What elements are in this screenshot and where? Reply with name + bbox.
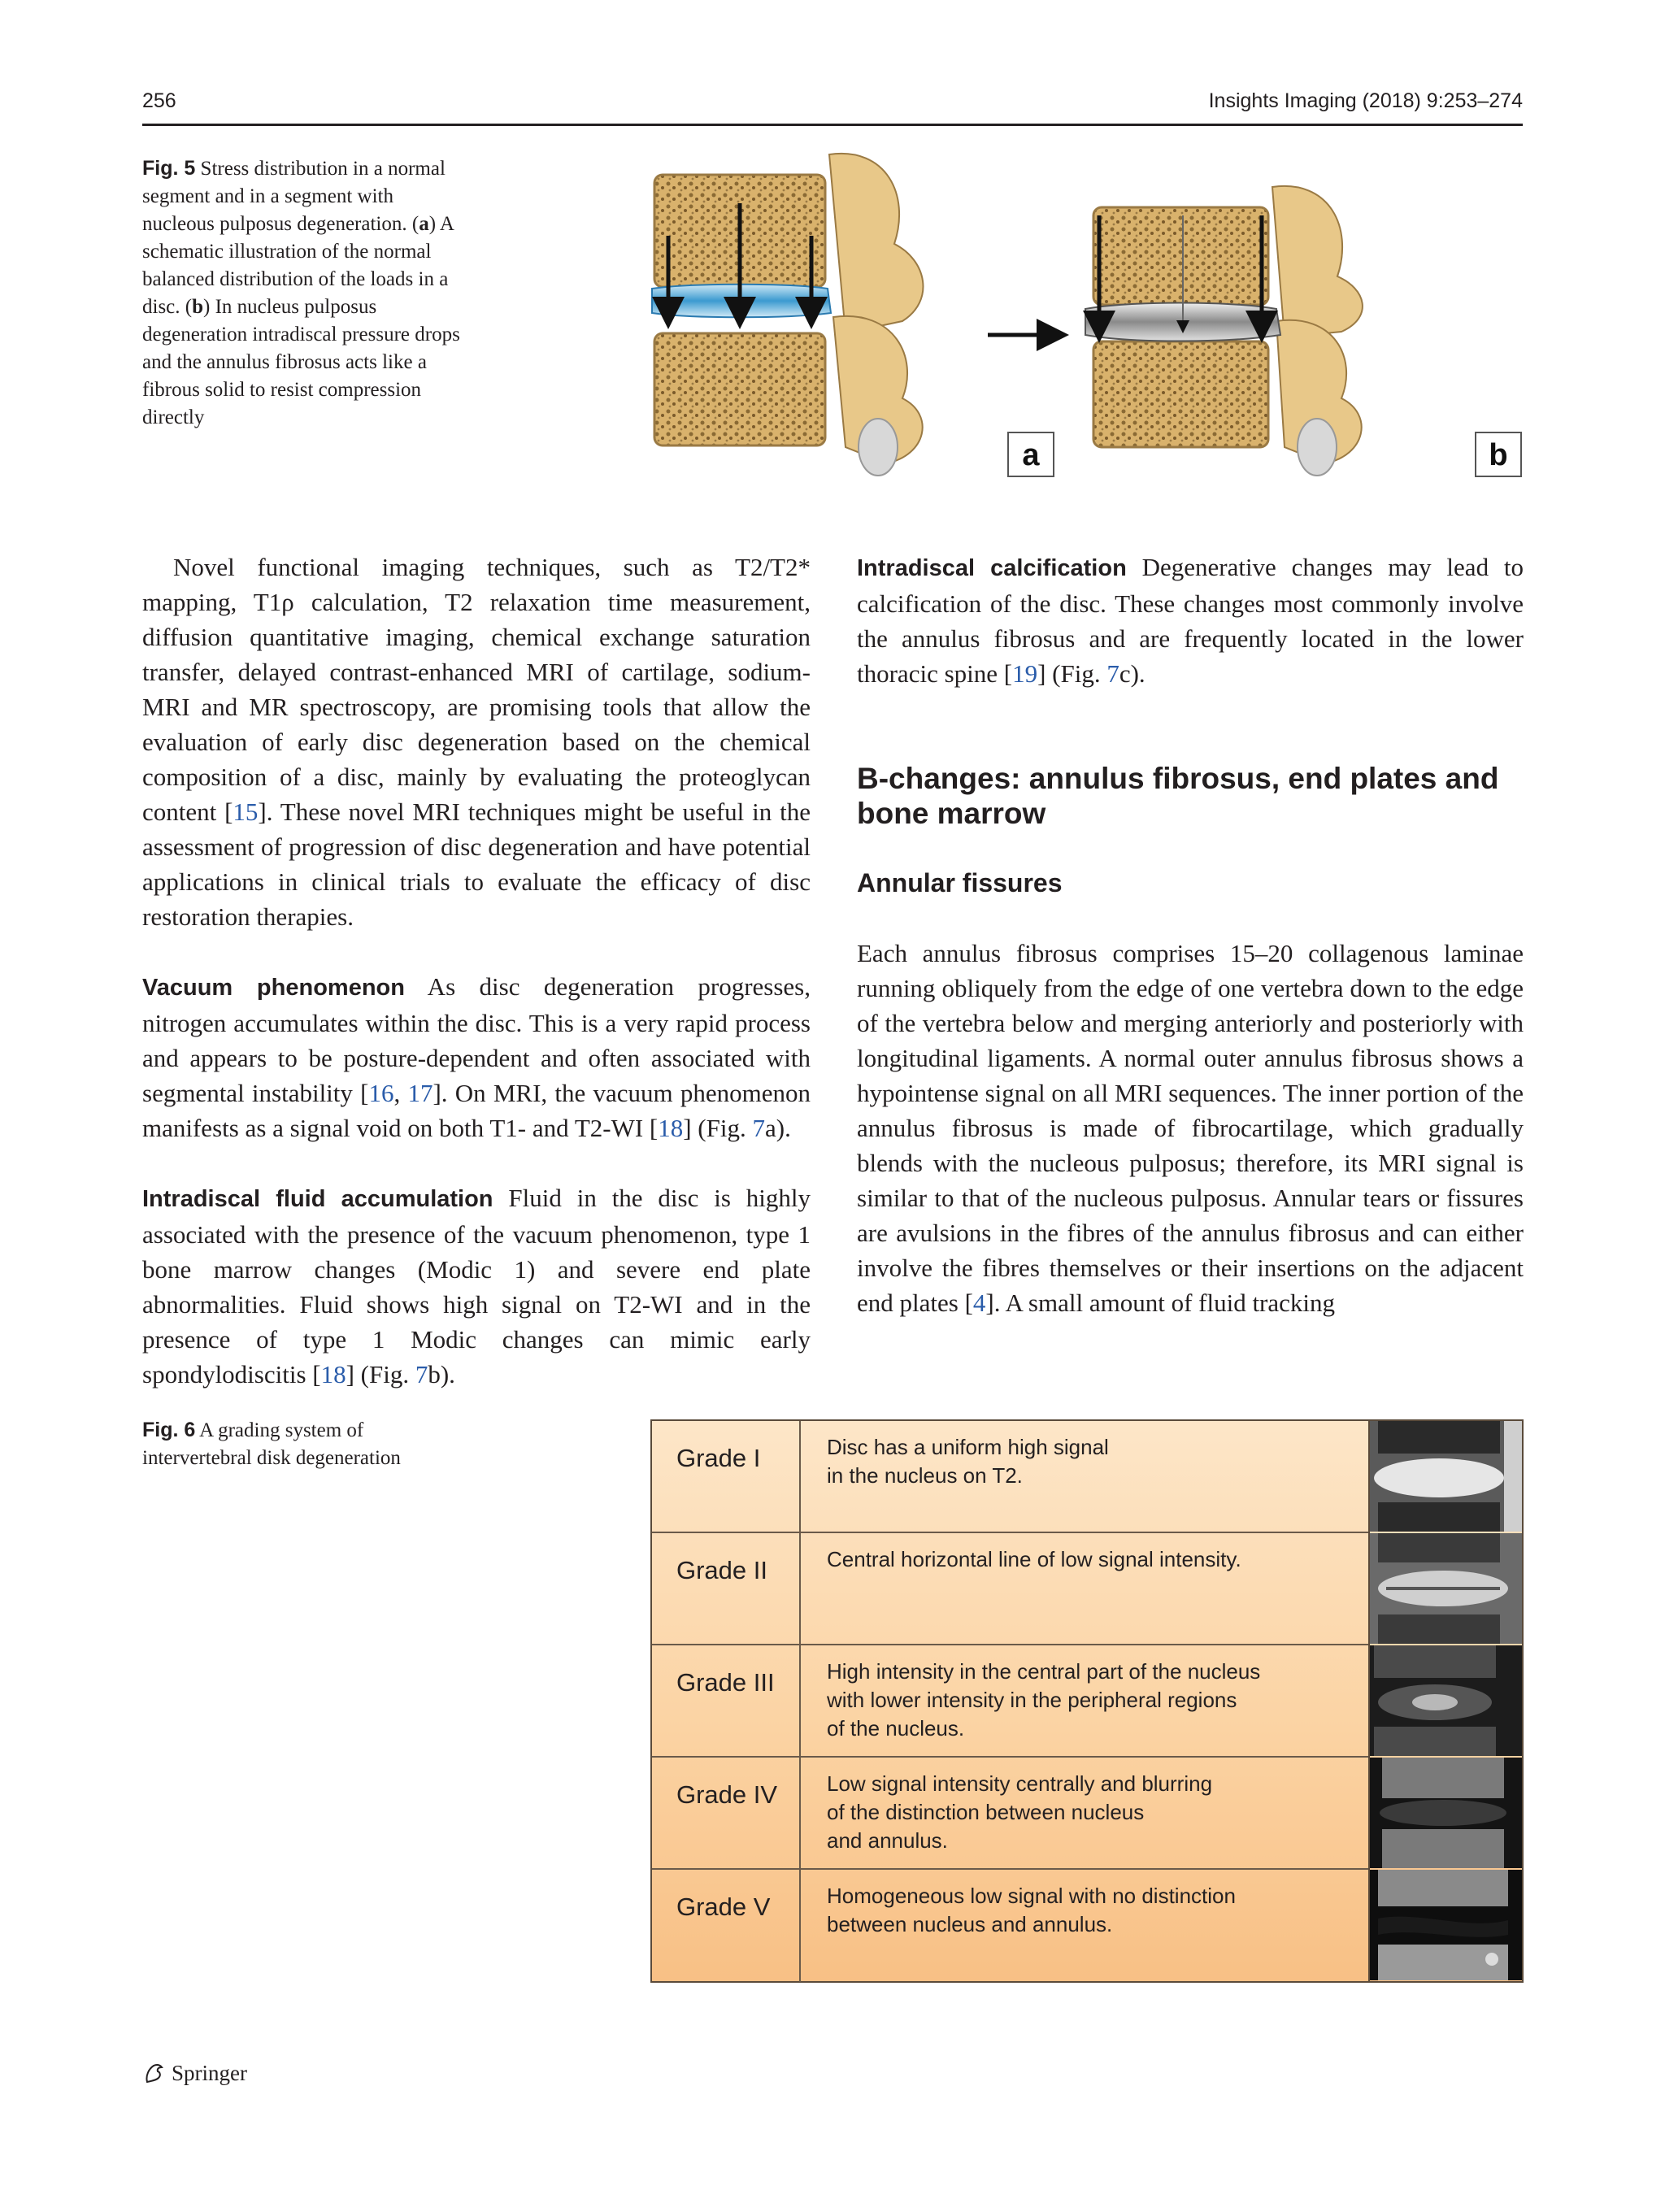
vacuum-heading: Vacuum phenomenon — [142, 975, 405, 1001]
grade-row — [652, 1758, 1368, 1870]
springer-horse-icon — [142, 2061, 167, 2085]
citation-link[interactable]: 4 — [972, 1289, 986, 1317]
publisher-footer — [142, 2061, 247, 2086]
citation-link[interactable]: 19 — [1012, 659, 1038, 688]
figure-link[interactable]: 7 — [415, 1360, 428, 1388]
figure-5-label: Fig. 5 — [142, 157, 196, 180]
journal-reference: Insights Imaging (2018) 9:253–274 — [1208, 89, 1523, 112]
figure-6-label: Fig. 6 — [142, 1419, 196, 1441]
mri-grade-1-image — [1370, 1421, 1522, 1532]
grade-row — [652, 1421, 1368, 1533]
citation-link[interactable]: 18 — [320, 1360, 346, 1388]
citation-link[interactable]: 15 — [233, 797, 259, 826]
panel-b-vertebrae — [1085, 186, 1363, 476]
page-number: 256 — [142, 89, 176, 112]
paragraph-functional-imaging: Novel functional imaging techniques, such as T2/T2* mapping, T1ρ calculation, T2 relaxation time measurement, diffusion quantitative imaging, chemical exchange saturation transfer, delayed contrast-enhanced MRI of cartilage, sodium-MRI and MR spectroscopy, are promising tools that allow the evaluation of early disc degeneration based on the chemical composition of a disc, mainly by evaluating the proteoglycan content [15]. These novel MRI techniques might be useful in the assessment of progression of disc degeneration and have potential applications in clinical trials to evaluate the efficacy of disc restoration therapies. — [142, 553, 811, 931]
fluid-heading: Intradiscal fluid accumulation — [142, 1186, 493, 1212]
publisher-name: Springer — [172, 2061, 247, 2085]
citation-link[interactable]: 17 — [407, 1079, 433, 1107]
grade-description: Disc has a uniform high signal in the nucleus on T2. — [827, 1435, 1109, 1488]
grade-label: Grade III — [652, 1645, 801, 1756]
subsection-heading: Annular fissures — [857, 868, 1063, 897]
panel-b-label: b — [1489, 438, 1508, 472]
mri-grade-5-image — [1370, 1870, 1522, 1980]
left-column — [142, 550, 811, 1392]
citation-link[interactable]: 18 — [658, 1114, 684, 1142]
paragraph-vacuum-phenomenon: Vacuum phenomenon As disc degeneration progresses, nitrogen accumulates within the disc. This is a very rapid process and appears to be posture-dependent and often associated with segmental instability [16, 17]. On MRI, the vacuum phenomenon manifests as a signal void on both T1- and T2-WI [18] (Fig. 7a). — [142, 972, 811, 1142]
grade-label: Grade V — [652, 1870, 801, 1982]
paragraph-calcification: Intradiscal calcification Degenerative changes may lead to calcification of the disc. These changes most commonly involve the annulus fibrosus and are frequently located in the lower thoracic spine [19] (Fig. 7c). — [857, 553, 1524, 688]
grade-description: High intensity in the central part of the nucleus with lower intensity in the peripheral regions of the nucleus. — [827, 1659, 1261, 1740]
figure-5-caption: Fig. 5 Stress distribution in a normal segment and in a segment with nucleous pulposus degeneration. (a) A schematic illustration of the normal balanced distribution of the loads in a disc. (b) In nucleus pulposus degeneration intradiscal pressure drops and the annulus fibrosus acts like a fibrous solid to resist compression directly — [142, 157, 460, 428]
mri-grade-4-image — [1370, 1758, 1522, 1868]
grade-row — [652, 1645, 1368, 1758]
panel-a-label: a — [1022, 438, 1040, 472]
grade-row — [652, 1870, 1368, 1982]
figure-5-illustration — [642, 146, 1524, 496]
header-rule — [142, 124, 1523, 126]
grade-row — [652, 1533, 1368, 1645]
figure-6-caption: Fig. 6 A grading system of intervertebral disk degeneration — [142, 1419, 401, 1469]
section-heading: B-changes: annulus fibrosus, end plates and bone marrow — [857, 762, 1499, 830]
paragraph-annular-fissures: Each annulus fibrosus comprises 15–20 collagenous laminae running obliquely from the edge of one vertebra down to the edge of the vertebra below and merging anteriorly and posteriorly with longitudinal ligaments. A normal outer annulus fibrosus shows a hypointense signal on all MRI sequences. The inner portion of the annulus fibrosus is made of fibrocartilage, which gradually blends with the nucleous pulposus; therefore, its MRI signal is similar to that of the nucleous pulposus. Annular tears or fissures are avulsions in the fibres of the annulus fibrosus and can either involve the fibres themselves or their insertions on the adjacent end plates [4]. A small amount of fluid tracking — [857, 939, 1524, 1317]
grade-description: Homogeneous low signal with no distinction between nucleus and annulus. — [827, 1884, 1236, 1936]
mri-grade-2-image — [1370, 1533, 1522, 1644]
grading-table — [650, 1419, 1524, 1983]
calcification-heading: Intradiscal calcification — [857, 555, 1127, 581]
figure-link[interactable]: 7 — [1106, 659, 1119, 688]
grade-description: Central horizontal line of low signal intensity. — [827, 1547, 1241, 1571]
figure-link[interactable]: 7 — [752, 1114, 765, 1142]
panel-a-vertebrae — [652, 154, 923, 476]
citation-link[interactable]: 16 — [368, 1079, 394, 1107]
grade-label: Grade I — [652, 1421, 801, 1532]
grade-label: Grade IV — [652, 1758, 801, 1868]
grade-description: Low signal intensity centrally and blurring of the distinction between nucleus and annulus. — [827, 1771, 1213, 1853]
grade-label: Grade II — [652, 1533, 801, 1644]
paragraph-fluid-accumulation: Intradiscal fluid accumulation Fluid in the disc is highly associated with the presence of the vacuum phenomenon, type 1 bone marrow changes (Modic 1) and severe end plate abnormalities. Fluid shows high signal on T2-WI and in the presence of type 1 Modic changes can mimic early spondylodiscitis [18] (Fig. 7b). — [142, 1184, 811, 1388]
mri-grade-3-image — [1370, 1645, 1522, 1756]
right-column — [857, 550, 1524, 1320]
